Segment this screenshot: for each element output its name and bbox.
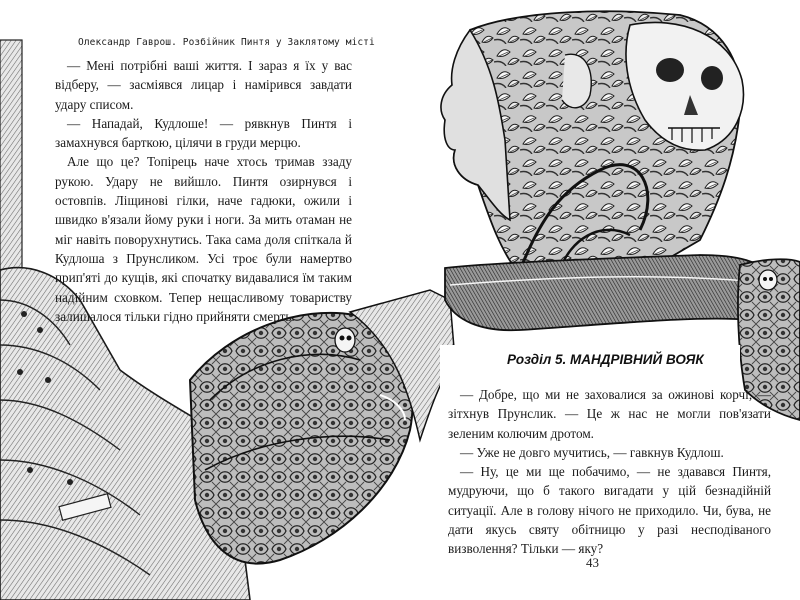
running-head: Олександр Гаврош. Розбійник Пинтя у Заклятому місті [78,37,375,48]
right-page-text [448,385,771,559]
left-page-text [55,56,352,326]
page-number: 43 [586,555,599,570]
armored-elbow [190,313,413,564]
paragraph: — Уже не довго мучитись, — гавкнув Кудлош. [460,444,724,460]
paragraph: — Нападай, Кудлоше! — рявкнув Пинтя і замахнувся барткою, цілячи в груди мерцю. [55,115,352,151]
knight-head-vines [441,11,743,275]
paragraph: Але що це? Топірець наче хтось тримав ззаду рукою. Удару не вийшло. Пинтя озирнувся і остовпів. Ліщинові гілки, наче гадюки, ожили і швидко в'язали йому руки і ноги. За мить отаман не міг навіть поворухнутись. Така сама доля спіткала й Кудлоша з Прунсликом. Усі троє були намертво прип'яті до кущів, які спочатку видавалися їм таким надійним сховком. Тепер нещасливому товариству залишалося тільки гідно прийняти смерть. [55,154,352,324]
chapter-title: Розділ 5. МАНДРІВНИЙ ВОЯК [507,352,704,367]
spear-shaft [0,40,22,300]
paragraph: — Ну, це ми ще побачимо, — не здавався Пинтя, мудруючи, що б такого вигадати у цій безнадійній ситуації. Але в голову нічого не приходило. Чи, бува, не дати якусь святу обітницю у разі несподіваного визволення? Тільки — яку? [448,464,771,557]
paragraph: — Мені потрібні ваші життя. І зараз я їх у вас відберу, — засміявся лицар і намірився завдати удару списом. [55,58,352,112]
paragraph: — Добре, що ми не заховалися за ожинові корчі, — зітхнув Прунслик. — Це ж нас не могли пов'язати зеленим колючим дротом. [448,387,771,441]
gorget-collar [445,255,770,330]
